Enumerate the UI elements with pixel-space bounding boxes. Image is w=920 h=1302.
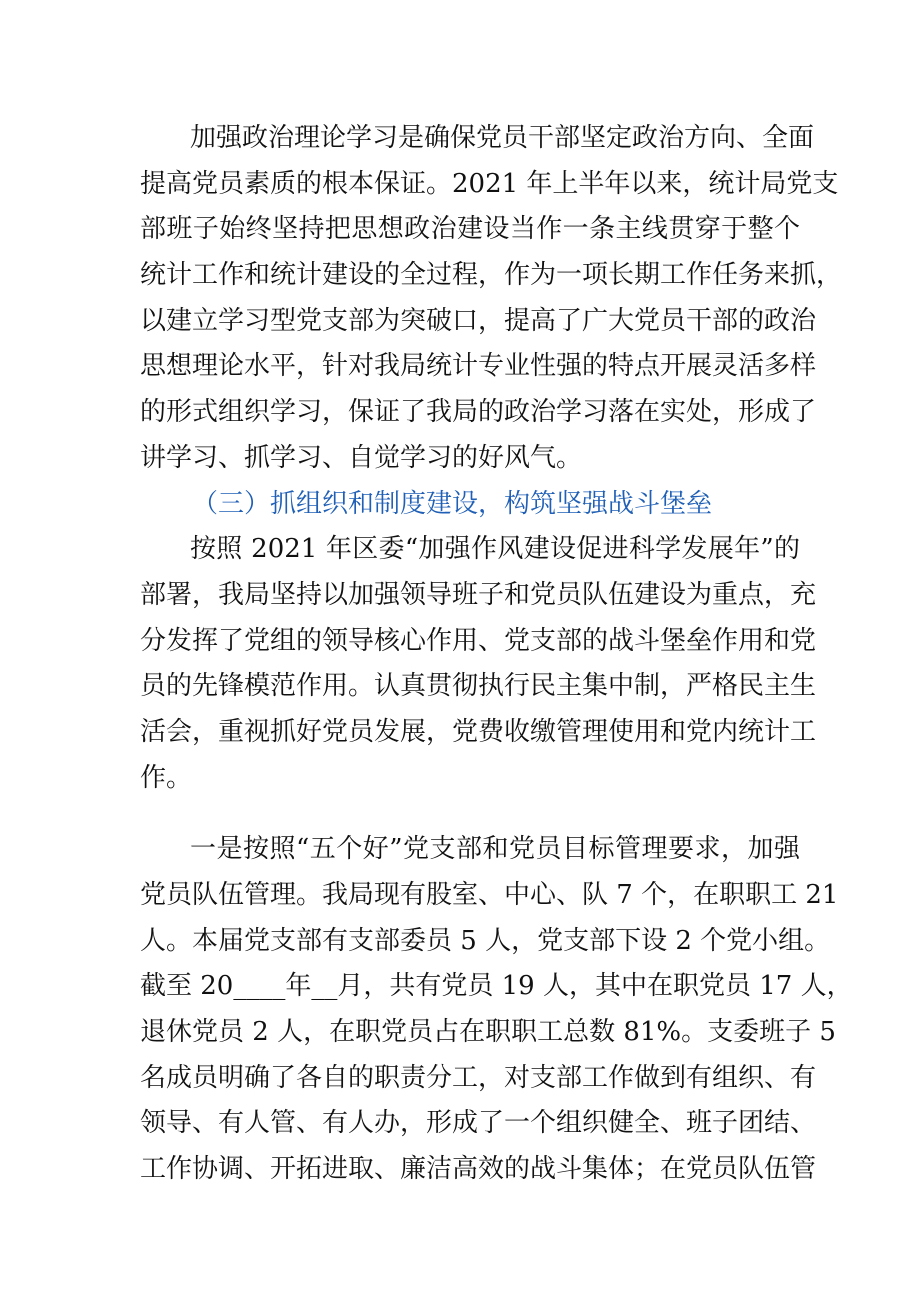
paragraph-organization-building bbox=[140, 527, 817, 801]
paragraph-line: 分发挥了党组的领导核心作用、党支部的战斗堡垒作用和党 bbox=[140, 625, 817, 656]
paragraph-line: 名成员明确了各自的职责分工，对支部工作做到有组织、有 bbox=[140, 1062, 817, 1093]
paragraph-line: 按照 2021 年区委“加强作风建设促进科学发展年”的 bbox=[190, 534, 800, 565]
paragraph-line: 部署，我局坚持以加强领导班子和党员队伍建设为重点，充 bbox=[140, 579, 817, 610]
paragraph-line: 人。本届党支部有支部委员 5 人，党支部下设 2 个党小组。 bbox=[140, 925, 831, 956]
paragraph-line: 作。 bbox=[140, 762, 193, 793]
paragraph-line: 思想理论水平，针对我局统计专业性强的特点开展灵活多样 bbox=[140, 351, 817, 382]
paragraph-political-study bbox=[140, 116, 843, 482]
paragraph-member-management bbox=[140, 827, 853, 1193]
paragraph-line: 党员队伍管理。我局现有股室、中心、队 7 个，在职职工 21 bbox=[140, 880, 839, 910]
paragraph-line: 工作协调、开拓进取、廉洁高效的战斗集体；在党员队伍管 bbox=[140, 1154, 817, 1185]
paragraph-line: 截至 20____年__月，共有党员 19 人，其中在职党员 17 人， bbox=[140, 971, 853, 1002]
paragraph-line: 讲学习、抓学习、自觉学习的好风气。 bbox=[140, 442, 583, 473]
document-body bbox=[140, 116, 853, 1193]
paragraph-line: 员的先锋模范作用。认真贯彻执行民主集中制，严格民主生 bbox=[140, 671, 817, 702]
paragraph-line: 统计工作和统计建设的全过程，作为一项长期工作任务来抓， bbox=[140, 260, 843, 291]
paragraph-line: 活会，重视抓好党员发展，党费收缴管理使用和党内统计工 bbox=[140, 716, 817, 747]
paragraph-line: 提高党员素质的根本保证。2021 年上半年以来，统计局党支 bbox=[140, 168, 839, 199]
paragraph-line: 加强政治理论学习是确保党员干部坚定政治方向、全面 bbox=[190, 123, 815, 153]
paragraph-line: 领导、有人管、有人办，形成了一个组织健全、班子团结、 bbox=[140, 1108, 817, 1139]
paragraph-line: 退休党员 2 人，在职党员占在职职工总数 81%。支委班子 5 bbox=[140, 1017, 836, 1048]
paragraph-line: 一是按照“五个好”党支部和党员目标管理要求，加强 bbox=[190, 834, 800, 865]
section-heading: （三）抓组织和制度建设，构筑坚强战斗堡垒 bbox=[192, 488, 713, 519]
paragraph-line: 的形式组织学习，保证了我局的政治学习落在实处，形成了 bbox=[140, 397, 817, 428]
paragraph-line: 以建立学习型党支部为突破口，提高了广大党员干部的政治 bbox=[140, 305, 817, 336]
paragraph-line: 部班子始终坚持把思想政治建设当作一条主线贯穿于整个 bbox=[140, 214, 800, 245]
